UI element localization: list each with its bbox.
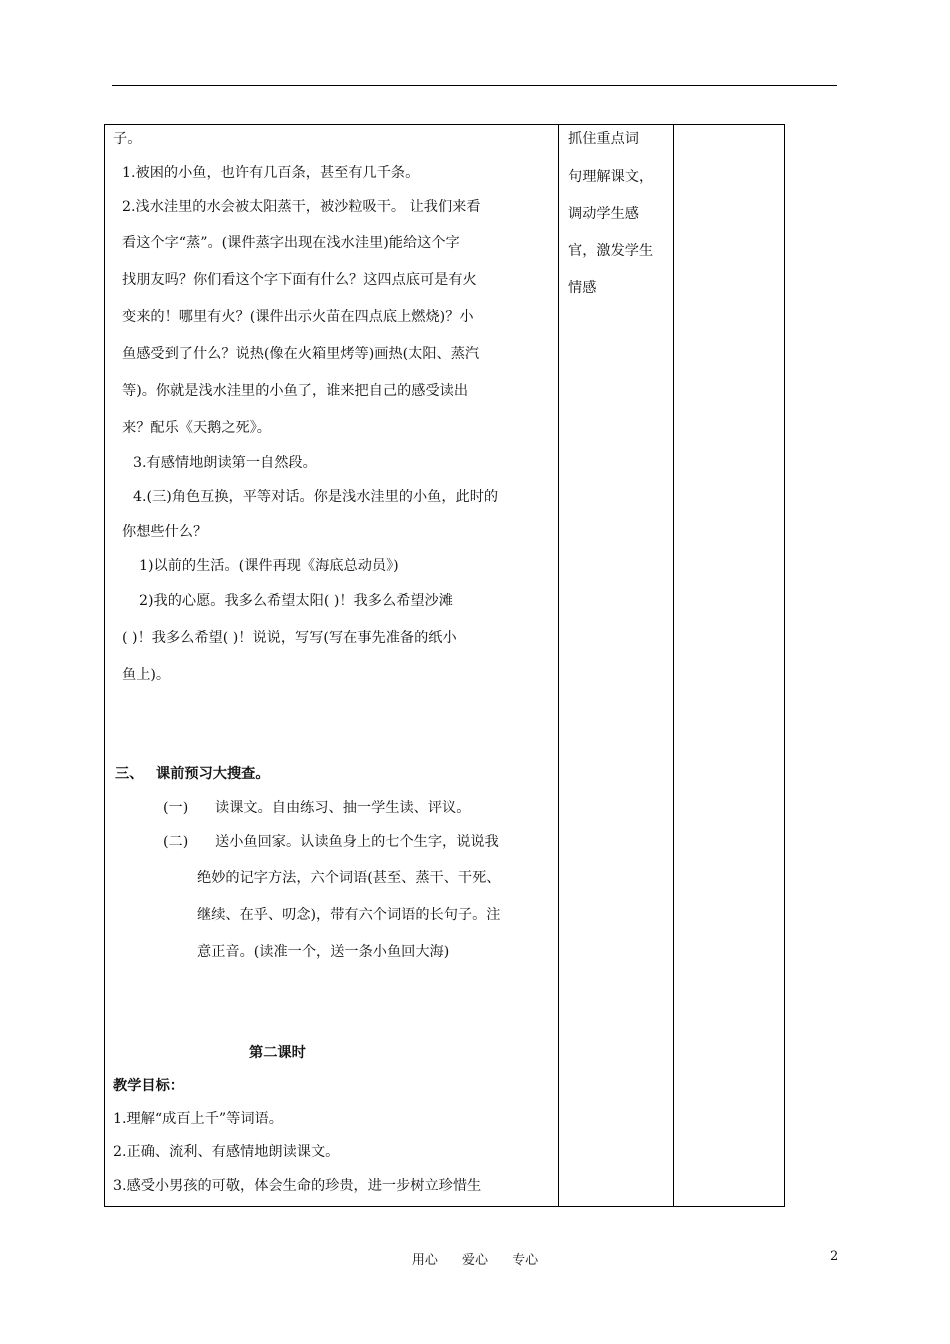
lesson-table (104, 124, 785, 1207)
text-line: 鱼上)。 (122, 667, 171, 683)
goal-item: 2.正确、流利、有感情地朗读课文。 (113, 1144, 340, 1160)
list-item: 绝妙的记字方法，六个词语(甚至、蒸干、干死、 (197, 870, 501, 886)
text-line: 来？配乐《天鹅之死》。 (122, 420, 271, 436)
goals-heading: 教学目标： (113, 1078, 184, 1094)
note-line: 句理解课文， (568, 169, 654, 185)
text-line: 鱼感受到了什么？说热(像在火箱里烤等)画热(太阳、蒸汽 (122, 346, 480, 362)
list-item: 意正音。(读准一个，送一条小鱼回大海) (197, 944, 450, 960)
note-line: 官，激发学生 (568, 243, 654, 259)
footer-word: 用心 (411, 1253, 438, 1268)
column-divider (558, 125, 559, 1206)
list-marker: (二) (163, 834, 189, 850)
list-item: 送小鱼回家。认读鱼身上的七个生字，说说我 (215, 834, 499, 850)
footer-word: 爱心 (461, 1253, 488, 1268)
text-line: 等)。你就是浅水洼里的小鱼了，谁来把自己的感受读出 (122, 383, 469, 399)
footer-word: 专心 (512, 1253, 539, 1268)
list-marker: (一) (163, 800, 189, 816)
note-line: 情感 (568, 280, 597, 296)
list-item: 读课文。自由练习、抽一学生读、评议。 (215, 800, 471, 816)
text-line: 子。 (113, 131, 142, 147)
lesson-title: 第二课时 (249, 1045, 306, 1061)
page-number: 2 (830, 1249, 839, 1264)
note-line: 调动学生感 (568, 206, 639, 222)
text-line: 4.(三)角色互换，平等对话。你是浅水洼里的小鱼，此时的 (133, 489, 499, 505)
text-line: 看这个字“蒸”。(课件蒸字出现在浅水洼里)能给这个字 (122, 235, 460, 251)
text-line: 变来的！哪里有火？(课件出示火苗在四点底上燃烧)？小 (122, 309, 474, 325)
footer-motto (0, 1249, 950, 1268)
text-line: ( )！我多么希望( )！说说，写写(写在事先准备的纸小 (122, 630, 457, 646)
section-title: 课前预习大搜查。 (156, 766, 270, 782)
text-line: 3.有感情地朗读第一自然段。 (133, 455, 317, 471)
section-number: 三、 (115, 766, 144, 782)
text-line: 找朋友吗？你们看这个字下面有什么？这四点底可是有火 (122, 272, 477, 288)
goal-item: 1.理解“成百上千”等词语。 (113, 1111, 283, 1127)
note-line: 抓住重点词 (568, 131, 639, 147)
text-line: 你想些什么？ (122, 524, 208, 540)
column-divider (673, 125, 674, 1206)
text-line: 1)以前的生活。(课件再现《海底总动员》) (139, 558, 399, 574)
text-line: 2.浅水洼里的水会被太阳蒸干，被沙粒吸干。 让我们来看 (122, 199, 481, 215)
text-line: 2)我的心愿。我多么希望太阳( )！我多么希望沙滩 (139, 593, 453, 609)
list-item: 继续、在乎、叨念)，带有六个词语的长句子。注 (197, 907, 501, 923)
header-rule (112, 85, 837, 86)
text-line: 1.被困的小鱼，也许有几百条，甚至有几千条。 (122, 165, 420, 181)
goal-item: 3.感受小男孩的可敬，体会生命的珍贵，进一步树立珍惜生 (113, 1178, 482, 1194)
